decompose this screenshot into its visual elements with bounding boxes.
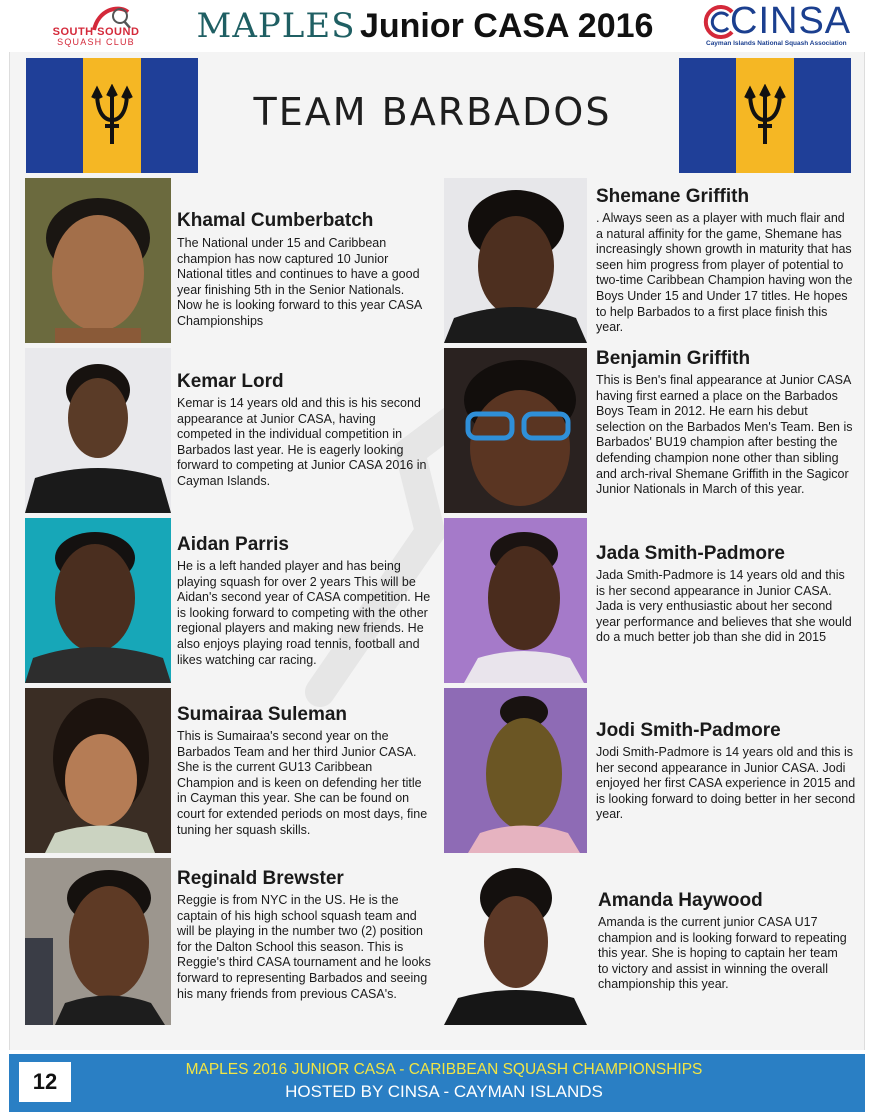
player-bio: Jada Smith-Padmore is 14 years old and this is her second appearance in Junior CASA. Jada is very enthusiastic about her second year performance and believes that she would do a much better job than she did in 2015	[596, 568, 852, 645]
team-title: TEAM BARBADOS	[253, 90, 612, 134]
player-name: Amanda Haywood	[598, 890, 763, 911]
player-name: Kemar Lord	[177, 371, 284, 392]
player-photo-kemar	[25, 348, 171, 513]
south-sound-squash-club-logo	[36, 4, 156, 48]
page-header	[0, 0, 872, 52]
player-name: Benjamin Griffith	[596, 348, 751, 369]
player-name: Khamal Cumberbatch	[177, 210, 374, 231]
player-photo-jada	[444, 518, 587, 683]
barbados-flag-left	[26, 58, 198, 173]
player-bio: Kemar is 14 years old and this is his second appearance at Junior CASA, having competed in the individual competition in Barbados last year. He is eagerly looking forward to competing at Junior CASA 2016 in Cayman Islands.	[177, 396, 427, 488]
player-bio: The National under 15 and Caribbean champion has now captured 10 Junior National titles and continues to have a good year finishing 5th in the Senior Nationals. Now he is looking forward to this year CASA Championships	[177, 236, 422, 328]
player-photo-jodi	[444, 688, 587, 853]
player-name: Aidan Parris	[177, 534, 289, 555]
page-number: 12	[19, 1062, 71, 1102]
player-name: Jada Smith-Padmore	[596, 543, 785, 564]
logo-text-line1: SOUTH SOUND	[52, 26, 140, 38]
cinsa-logo	[700, 2, 850, 50]
trident-icon	[89, 84, 135, 146]
player-photo-shemane	[444, 178, 587, 343]
player-bio: He is a left handed player and has being playing squash for over 2 years This will be Aidan's second year of CASA competition. He is looking forward to competing with the other regional players and making new friends. He also enjoys playing road tennis, football and likes watching car racing.	[177, 559, 431, 667]
player-bio: Jodi Smith-Padmore is 14 years old and this is her second appearance in Junior CASA. Jodi enjoyed her first CASA experience in 2015 and is looking forward to doing better in her second year.	[596, 745, 856, 822]
cinsa-logo-text: CINSA	[730, 0, 852, 42]
page-footer	[9, 1054, 865, 1112]
page-header-title	[160, 6, 690, 46]
player-name: Shemane Griffith	[596, 186, 750, 207]
player-bio: Reggie is from NYC in the US. He is the captain of his high school squash team and will be playing in the number two (2) position for the Dalton School this season. This is Reggie's third CASA tournament and he looks forward to representing Barbados and seeing his many friends from previous CASA's.	[177, 893, 431, 1001]
player-photo-benjamin	[444, 348, 587, 513]
player-name: Jodi Smith-Padmore	[596, 720, 781, 741]
cinsa-logo-subtitle: Cayman Islands National Squash Association	[706, 40, 847, 47]
player-bio: This is Sumairaa's second year on the Barbados Team and her third Junior CASA. She is the current GU13 Caribbean Champion and is keen on defending her title in Cayman this year. She can be found on court for extended periods on most days, fine tuning her squash skills.	[177, 729, 428, 837]
player-photo-sumairaa	[25, 688, 171, 853]
logo-text-line2: SQUASH CLUB	[57, 37, 135, 47]
header-title-event: Junior CASA 2016	[359, 7, 654, 45]
player-bio: Amanda is the current junior CASA U17 champion and is looking forward to repeating this year. She is hoping to captain her team to victory and assist in winning the overall championship this year.	[598, 915, 847, 992]
player-bio: This is Ben's final appearance at Junior CASA having first earned a place on the Barbados Boys Team in 2012. He earn his debut selection on the Barbados Men's Team. Ben is Barbados' BU19 champion after besting the defending champion none other than sibling and arch-rival Shemane Griffith in the Sagicor Junior Nationals in March of this year.	[596, 373, 853, 497]
player-bio: . Always seen as a player with much flair and a natural affinity for the game, Shemane has increasingly shown growth in maturity that has seen him progress from player of potential to two-time Caribbean Champion having won the Boys Under 15 and Under 17 titles. He hopes to help Barbados to a first place finish this year.	[596, 211, 853, 335]
player-photo-reginald	[25, 858, 171, 1025]
player-name: Sumairaa Suleman	[177, 704, 348, 725]
player-photo-khamal	[25, 178, 171, 343]
footer-host-line: HOSTED BY CINSA - CAYMAN ISLANDS	[285, 1082, 603, 1101]
player-photo-aidan	[25, 518, 171, 683]
header-title-maples: MAPLES	[196, 6, 356, 46]
barbados-flag-right	[679, 58, 851, 173]
player-name: Reginald Brewster	[177, 868, 344, 889]
footer-event-line: MAPLES 2016 JUNIOR CASA - CARIBBEAN SQUASH CHAMPIONSHIPS	[185, 1061, 703, 1078]
player-photo-amanda	[444, 858, 587, 1025]
trident-icon	[742, 84, 788, 146]
